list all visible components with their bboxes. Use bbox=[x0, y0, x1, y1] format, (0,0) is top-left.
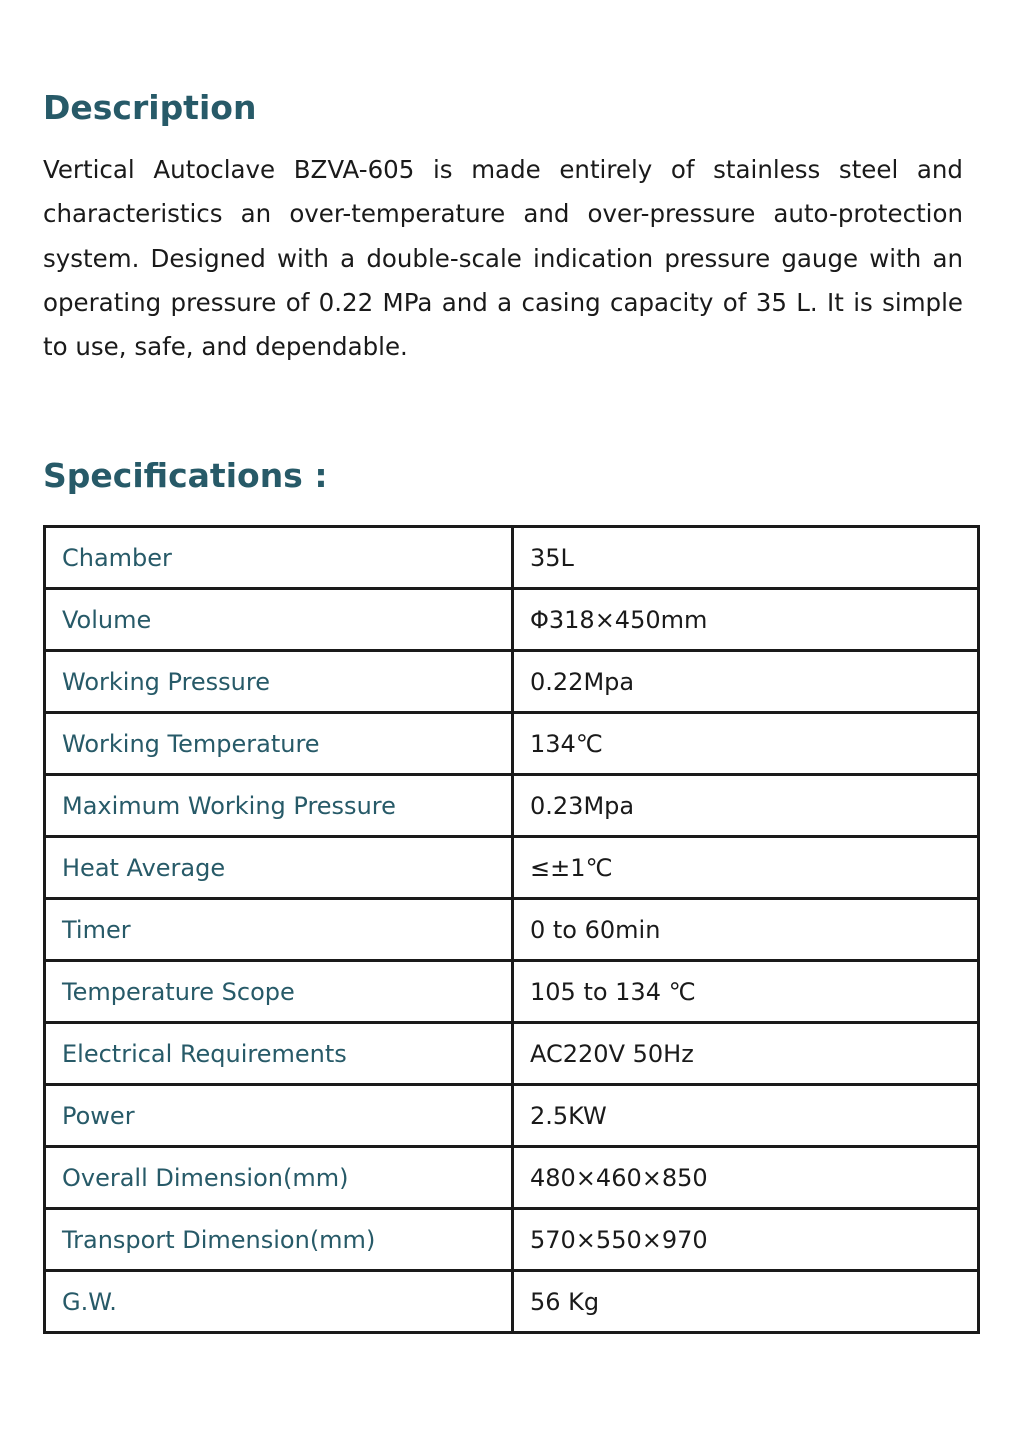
description-heading: Description bbox=[43, 88, 257, 127]
spec-value: 56 Kg bbox=[513, 1271, 979, 1333]
specifications-table bbox=[43, 525, 980, 1334]
spec-label: Overall Dimension(mm) bbox=[45, 1147, 513, 1209]
spec-value: ≤±1℃ bbox=[513, 837, 979, 899]
spec-label: Temperature Scope bbox=[45, 961, 513, 1023]
spec-label: Chamber bbox=[45, 527, 513, 589]
spec-value: 0 to 60min bbox=[513, 899, 979, 961]
table-row bbox=[45, 589, 979, 651]
spec-value: Φ318×450mm bbox=[513, 589, 979, 651]
spec-value: 134℃ bbox=[513, 713, 979, 775]
table-row bbox=[45, 1271, 979, 1333]
table-row bbox=[45, 1023, 979, 1085]
table-row bbox=[45, 713, 979, 775]
table-row bbox=[45, 837, 979, 899]
spec-label: Working Temperature bbox=[45, 713, 513, 775]
table-row bbox=[45, 775, 979, 837]
table-row bbox=[45, 1147, 979, 1209]
spec-value: 570×550×970 bbox=[513, 1209, 979, 1271]
spec-label: G.W. bbox=[45, 1271, 513, 1333]
table-row bbox=[45, 651, 979, 713]
spec-label: Electrical Requirements bbox=[45, 1023, 513, 1085]
table-row bbox=[45, 1209, 979, 1271]
spec-value: 0.22Mpa bbox=[513, 651, 979, 713]
spec-value: 35L bbox=[513, 527, 979, 589]
spec-value: 0.23Mpa bbox=[513, 775, 979, 837]
table-row bbox=[45, 899, 979, 961]
specifications-heading: Specifications : bbox=[43, 456, 328, 495]
spec-label: Power bbox=[45, 1085, 513, 1147]
spec-value: 480×460×850 bbox=[513, 1147, 979, 1209]
spec-label: Volume bbox=[45, 589, 513, 651]
spec-label: Working Pressure bbox=[45, 651, 513, 713]
table-row bbox=[45, 1085, 979, 1147]
spec-value: AC220V 50Hz bbox=[513, 1023, 979, 1085]
table-row bbox=[45, 527, 979, 589]
spec-value: 105 to 134 ℃ bbox=[513, 961, 979, 1023]
spec-label: Transport Dimension(mm) bbox=[45, 1209, 513, 1271]
table-row bbox=[45, 961, 979, 1023]
spec-label: Timer bbox=[45, 899, 513, 961]
spec-label: Heat Average bbox=[45, 837, 513, 899]
spec-value: 2.5KW bbox=[513, 1085, 979, 1147]
spec-label: Maximum Working Pressure bbox=[45, 775, 513, 837]
description-paragraph: Vertical Autoclave BZVA-605 is made entirely of stainless steel and characteristics an over-temperature and over-pressure auto-protection system. Designed with a double-scale indication pressure gauge with an operating pressure of 0.22 MPa and a casing capacity of 35 L. It is simple to use, safe, and dependable. bbox=[43, 155, 963, 362]
